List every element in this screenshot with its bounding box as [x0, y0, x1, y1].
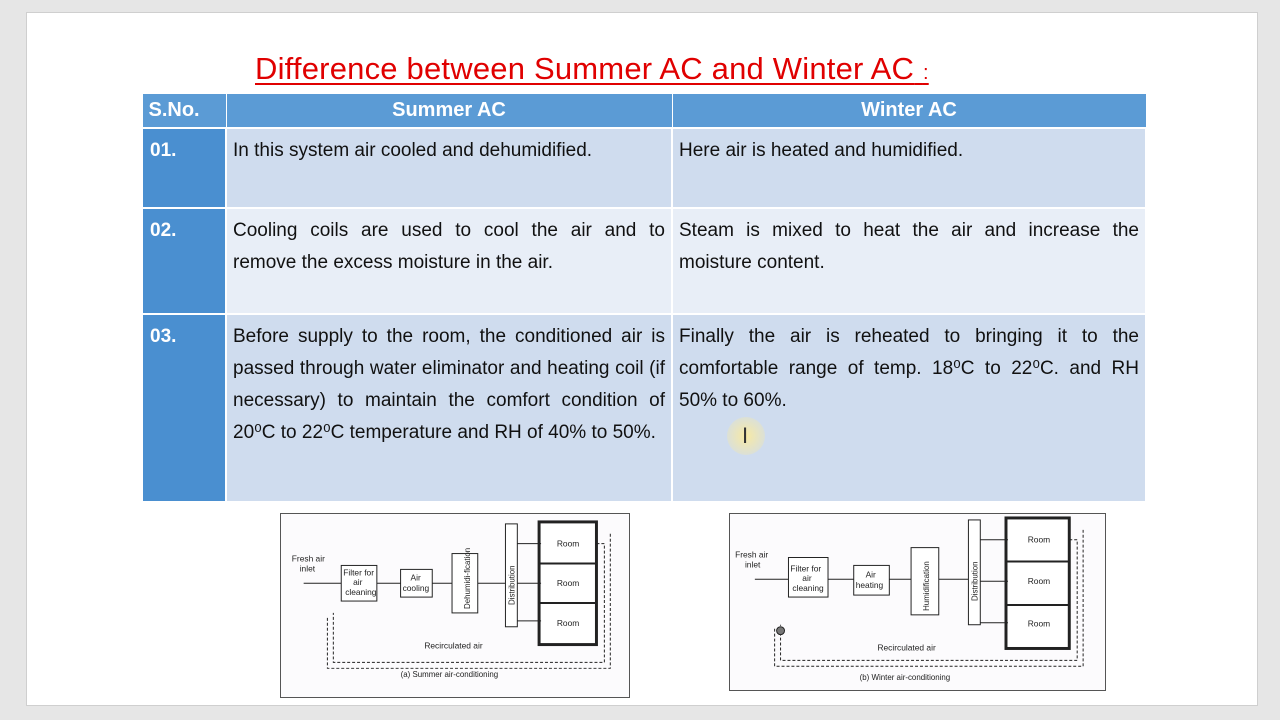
summer-room-label: Room: [556, 578, 580, 589]
table-row: [142, 314, 1146, 502]
table-header-row: [142, 94, 1146, 128]
summer-diagram-caption: (a) Summer air-conditioning: [400, 670, 499, 680]
winter-diagram-caption: (b) Winter air-conditioning: [859, 673, 951, 683]
winter-filter-label: Filter for: [790, 563, 822, 574]
summer-cell: In this system air cooled and dehumidified.: [226, 128, 672, 208]
summer-filter-label: cleaning: [345, 587, 377, 598]
summer-treatment-label: Dehumidi-fication: [462, 547, 472, 609]
summer-room-label: Room: [556, 617, 580, 628]
winter-filter-label: air: [802, 573, 812, 584]
winter-treatment-label: Humidification: [921, 561, 931, 611]
summer-recirculated-label: Recirculated air: [424, 640, 483, 651]
text-cursor-icon: I: [742, 423, 749, 448]
header-winter: Winter AC: [672, 94, 1146, 128]
table-row: [142, 128, 1146, 208]
summer-filter-label: air: [353, 577, 363, 588]
winter-distribution-label: Distribution: [970, 561, 980, 602]
title-colon: :: [922, 62, 929, 84]
header-summer: Summer AC: [226, 94, 672, 128]
summer-cell: Cooling coils are used to cool the air and to remove the excess moisture in the air.: [226, 208, 672, 314]
summer-fresh-air-label: Fresh air: [291, 553, 325, 564]
row-number: 01.: [142, 128, 226, 208]
winter-room-label: Room: [1027, 534, 1051, 545]
table-row: [142, 208, 1146, 314]
winter-fresh-air-label: inlet: [744, 559, 761, 570]
summer-ac-diagram: [280, 513, 630, 698]
summer-filter-label: Filter for: [343, 567, 375, 578]
title-text: Difference between Summer AC and Winter AC: [255, 51, 915, 86]
winter-cell: Finally the air is reheated to bringing it to the comfortable range of temp. 18⁰C to 22⁰C. and RH 50% to 60%.: [672, 314, 1146, 502]
winter-process-label: Air: [865, 569, 876, 580]
summer-process-label: cooling: [402, 583, 430, 594]
summer-cell: Before supply to the room, the conditioned air is passed through water eliminator and heating coil (if necessary) to maintain the comfort condition of 20⁰C to 22⁰C temperature and RH of 40% to 50%.: [226, 314, 672, 502]
winter-recirculated-label: Recirculated air: [877, 642, 936, 653]
winter-cell: Steam is mixed to heat the air and increase the moisture content.: [672, 208, 1146, 314]
mouse-cursor-highlight: [727, 417, 765, 455]
winter-ac-diagram: [729, 513, 1106, 691]
summer-distribution-label: Distribution: [507, 565, 517, 606]
summer-diagram-svg: [281, 514, 629, 697]
header-sno: S.No.: [142, 94, 226, 128]
row-number: 03.: [142, 314, 226, 502]
summer-fresh-air-label: inlet: [299, 563, 316, 574]
winter-room-label: Room: [1027, 576, 1051, 587]
winter-filter-label: cleaning: [792, 583, 824, 594]
winter-fresh-air-label: Fresh air: [735, 549, 769, 560]
winter-diagram-svg: [730, 514, 1105, 690]
winter-process-label: heating: [855, 580, 884, 591]
slide-title: [255, 51, 929, 87]
summer-process-label: Air: [410, 572, 421, 583]
winter-cell: Here air is heated and humidified.: [672, 128, 1146, 208]
slide: [26, 12, 1258, 706]
summer-room-label: Room: [556, 538, 580, 549]
row-number: 02.: [142, 208, 226, 314]
winter-room-label: Room: [1027, 618, 1051, 629]
comparison-table: [141, 93, 1147, 503]
